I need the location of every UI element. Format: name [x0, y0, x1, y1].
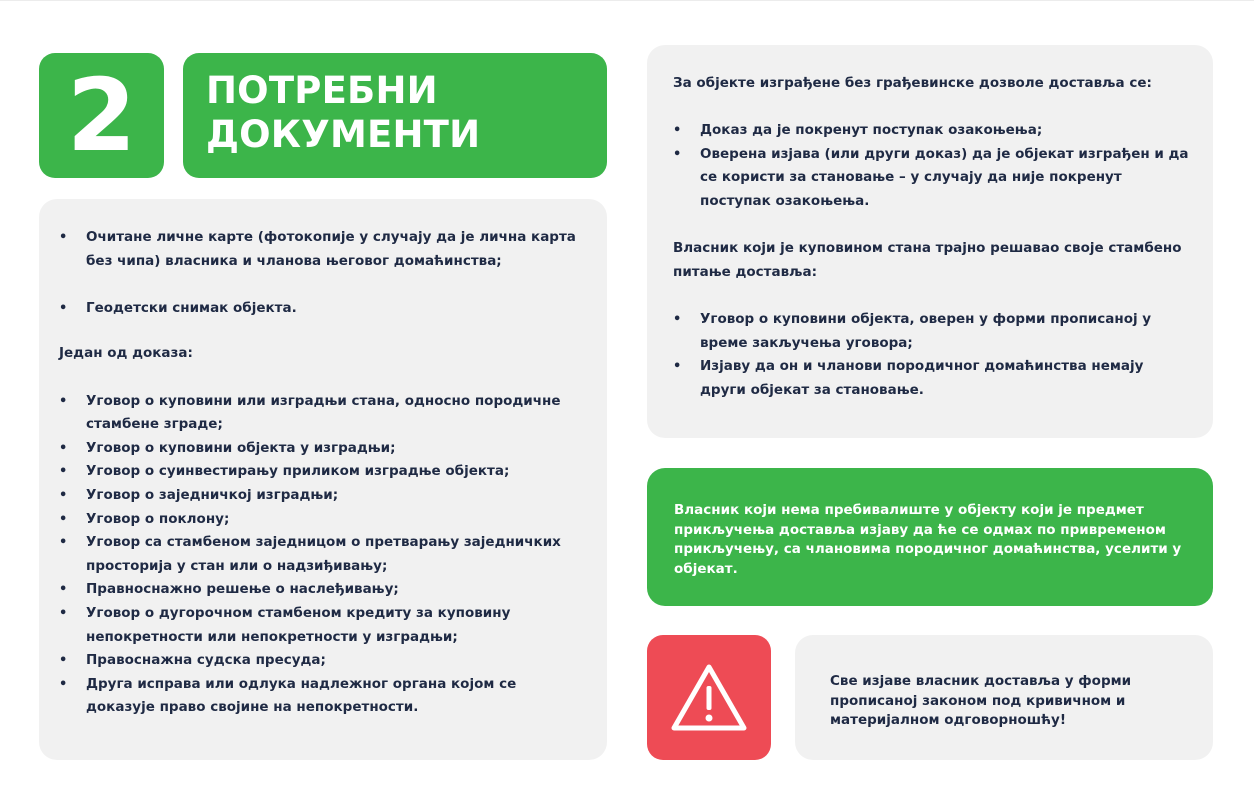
- residence-note: Власник који нема пребивалиште у објекту који је предмет прикључења доставља изјаву да ће се одмах по привременом прикључењу, са члановима породичног домаћинства, уселити у објекат.: [647, 468, 1213, 606]
- list-item: • Геодетски снимак објекта.: [59, 297, 587, 321]
- section-number-badge: [39, 53, 164, 178]
- proof-list: [59, 390, 587, 720]
- section-number: 2: [66, 56, 137, 174]
- owner-purchase-list: [673, 308, 1189, 402]
- list-item: • Уговор о куповини објекта, оверен у форми прописаној у време закључења уговора;: [673, 308, 1189, 355]
- conditional-documents-panel: [647, 45, 1213, 438]
- list-item: • Друга исправа или одлука надлежног органа којом се доказује право својине на непокретности.: [59, 673, 587, 720]
- section-title-line2: ДОКУМЕНТИ: [206, 113, 481, 156]
- list-item: • Уговор о поклону;: [59, 508, 587, 532]
- top-divider: [0, 0, 1254, 1]
- list-item: • Уговор о куповини објекта у изградњи;: [59, 437, 587, 461]
- unlicensed-objects-heading: За објекте изграђене без грађевинске дозволе доставља се:: [673, 75, 1152, 91]
- warning-note: Све изјаве власник доставља у форми прописаној законом под кривичном и материјалном одговорношћу!: [795, 635, 1213, 760]
- list-item: • Очитане личне карте (фотокопије у случају да је лична карта без чипа) власника и чланова његовог домаћинства;: [59, 226, 587, 273]
- list-item: • Уговор о заједничкој изградњи;: [59, 484, 587, 508]
- proof-heading: Један од доказа:: [59, 345, 193, 362]
- required-documents-panel: [39, 199, 607, 760]
- basic-documents-list: [59, 226, 587, 320]
- unlicensed-objects-list: [673, 119, 1189, 213]
- list-item: • Оверена изјава (или други доказ) да је објекат изграђен и да се користи за становање – у случају да није покренут поступак озакоњења.: [673, 143, 1189, 214]
- warning-triangle-icon: [669, 662, 749, 734]
- owner-purchase-heading: Власник који је куповином стана трајно решавао своје стамбено питање доставља:: [673, 240, 1182, 280]
- section-title-box: [183, 53, 607, 178]
- list-item: • Уговор о дугорочном стамбеном кредиту за куповину непокретности или непокретности у изградњи;: [59, 602, 587, 649]
- list-item: • Доказ да је покренут поступак озакоњења;: [673, 119, 1189, 143]
- list-item: • Уговор о суинвестирању приликом изградње објекта;: [59, 460, 587, 484]
- list-item: • Правоснажна судска пресуда;: [59, 649, 587, 673]
- list-item: • Изјаву да он и чланови породичног домаћинства немају други објекат за становање.: [673, 355, 1189, 402]
- list-item: • Уговор са стамбеном заједницом о претварању заједничких просторија у стан или о надзиђивању;: [59, 531, 587, 578]
- section-title-line1: ПОТРЕБНИ: [206, 69, 438, 112]
- list-item: • Уговор о куповини или изградњи стана, односно породичне стамбене зграде;: [59, 390, 587, 437]
- list-item: • Правноснажно решење о наслеђивању;: [59, 578, 587, 602]
- warning-badge: [647, 635, 771, 760]
